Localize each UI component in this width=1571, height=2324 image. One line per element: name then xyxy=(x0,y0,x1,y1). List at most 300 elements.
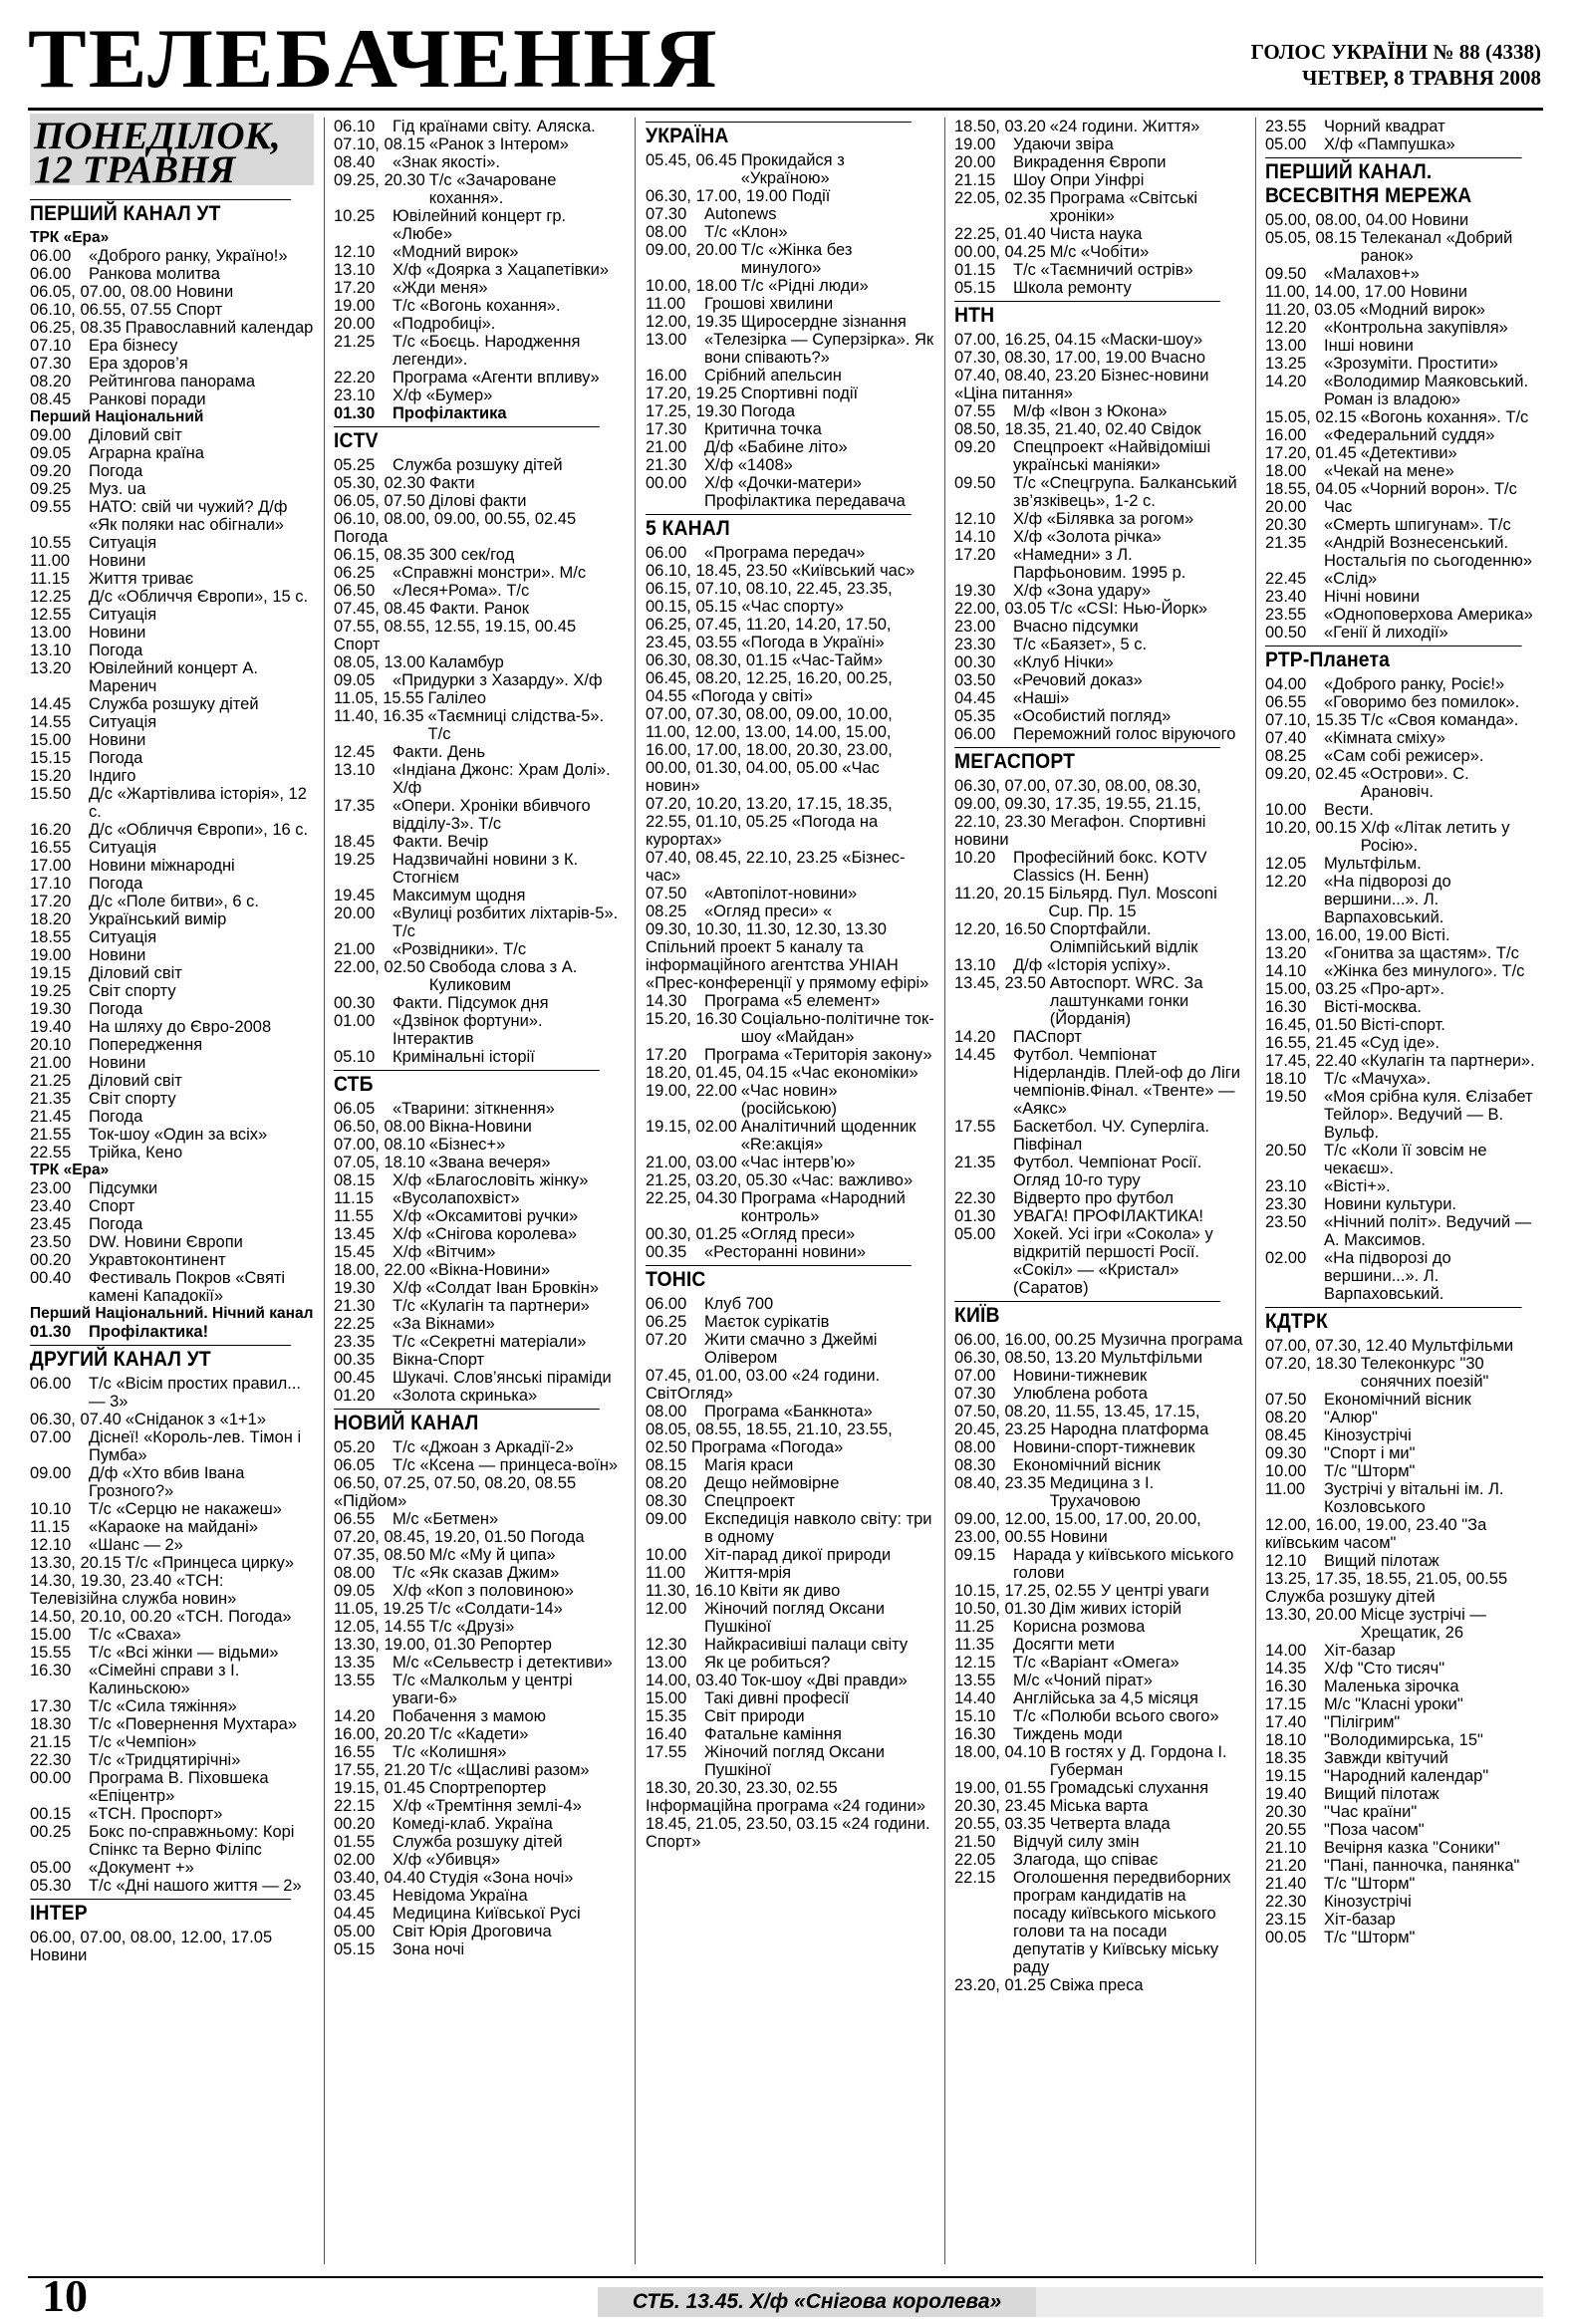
listing-entry xyxy=(646,313,934,331)
listing-entry xyxy=(954,1367,1243,1385)
listing-program: Спорт xyxy=(334,636,381,653)
listing-entry-line xyxy=(334,510,623,546)
listing-program: Програма «5 елемент» xyxy=(704,992,881,1010)
listing-time: 12.10 xyxy=(30,1536,72,1554)
listing-entry xyxy=(1265,1177,1544,1195)
listing-time: 00.25 xyxy=(30,1823,72,1841)
listing-time: 07.40, 08.45, 22.10, 23.25 xyxy=(646,849,838,867)
listing-time: 06.50 xyxy=(334,582,376,600)
listing-program: Мультфільми xyxy=(1100,1349,1203,1367)
listing-program: «Київський час» xyxy=(791,562,916,580)
listing-entry xyxy=(334,1189,623,1207)
listing-entry xyxy=(30,1018,314,1036)
listing-time: 03.45 xyxy=(334,1887,376,1905)
listing-entry-line xyxy=(954,1331,1242,1349)
listing-entry xyxy=(954,1118,1243,1154)
listing-program: Попередження xyxy=(89,1036,203,1054)
listing-time: 05.30, 02.30 xyxy=(334,474,425,492)
listing-program: Вікна-Новини xyxy=(428,1118,532,1136)
listing-program: Х/ф «Благословіть жінку» xyxy=(393,1171,589,1189)
column-divider xyxy=(324,118,325,2264)
footer-tail-bar xyxy=(1036,2287,1543,2317)
listing-program: Діловий світ xyxy=(89,964,182,982)
listing-program: Новини xyxy=(89,624,146,642)
listing-program: Галілео xyxy=(427,689,486,707)
listing-time: 09.00 xyxy=(30,426,72,444)
listing-time: 12.20 xyxy=(1265,873,1307,891)
listing-time: 19.15 xyxy=(30,964,72,982)
listing-time: 11.00 xyxy=(1265,1480,1306,1498)
listing-entry xyxy=(954,261,1243,279)
listing-program: Ситуація xyxy=(89,606,157,624)
listing-time: 17.40 xyxy=(1265,1713,1307,1731)
listing-entry xyxy=(30,910,314,928)
listing-program: Х/ф «Снігова королева» xyxy=(393,1225,578,1243)
listing-program: Спортрепортер xyxy=(428,1779,547,1797)
listing-time: 20.00 xyxy=(334,904,376,922)
listing-program: «Про-арт». xyxy=(1360,980,1444,998)
listing-entry xyxy=(334,153,623,171)
listing-program: Найкрасивіші палаци світу xyxy=(704,1636,909,1654)
listing-time: 13.10 xyxy=(30,642,72,659)
listing-entry xyxy=(30,498,314,534)
listing-time: 06.30, 08.30, 01.15 xyxy=(646,651,788,669)
listing-time: 09.00, 12.00, 15.00, 17.00, 20.00, 23.00, 00.55 xyxy=(954,1510,1201,1546)
listing-program: «Андрій Вознесенський. Ностальгія по сьогоденню» xyxy=(1324,534,1533,570)
listing-program: Програма «Агенти впливу» xyxy=(393,369,600,387)
listing-time: 08.20 xyxy=(646,1474,687,1492)
listing-entry-line xyxy=(646,1367,934,1403)
listing-time: 14.00 xyxy=(1265,1642,1307,1660)
listing-entry-line xyxy=(30,301,222,319)
listing-time: 12.00 xyxy=(646,1600,687,1618)
listing-entry xyxy=(1265,801,1544,819)
listing-entry xyxy=(954,1385,1243,1403)
listing-entry xyxy=(334,315,623,333)
listing-time: 12.55 xyxy=(30,606,72,624)
masthead-title: ТЕЛЕБАЧЕННЯ xyxy=(28,13,719,107)
listing-program: Х/ф «Убивця» xyxy=(393,1851,501,1869)
listing-time: 21.30 xyxy=(334,1297,376,1315)
listing-entry-line xyxy=(954,777,1243,849)
listing-entry xyxy=(646,992,934,1010)
listing-program: Т/с "Шторм" xyxy=(1324,1875,1416,1893)
listing-program: «Зрозуміти. Простити» xyxy=(1324,355,1498,373)
listing-entry xyxy=(334,1743,623,1761)
listing-time: 11.00, 14.00, 17.00 xyxy=(1265,283,1406,301)
listing-entry xyxy=(954,135,1243,153)
listing-time: 06.30, 07.40 xyxy=(30,1411,122,1428)
listing-entry xyxy=(30,839,314,857)
listing-program: Т/с «Мачуха». xyxy=(1324,1070,1432,1088)
listing-entry xyxy=(1265,980,1544,998)
listing-time: 21.55 xyxy=(30,1126,72,1144)
listing-time: 08.00 xyxy=(954,1438,996,1456)
listing-entry xyxy=(1265,1803,1544,1821)
listing-program: Т/с «Рідні люди» xyxy=(740,277,869,295)
listing-entry xyxy=(1265,1678,1544,1695)
listing-time: 10.25 xyxy=(334,207,376,225)
listing-program: Маєток сурікатів xyxy=(704,1313,830,1331)
listing-entry xyxy=(30,462,314,480)
listing-entry xyxy=(334,904,623,940)
listing-program: «Таємниці слідства-5». Т/с xyxy=(427,707,605,743)
listing-entry xyxy=(954,1349,1243,1367)
listing-entry xyxy=(30,982,314,1000)
listing-entry xyxy=(334,671,623,689)
listing-entry-line xyxy=(646,669,934,705)
listing-entry xyxy=(1265,1875,1544,1893)
listing-time: 07.20, 18.30 xyxy=(1265,1355,1357,1373)
listing-time: 08.25 xyxy=(646,903,687,920)
listing-time: 23.20, 01.25 xyxy=(954,1976,1046,1994)
listing-program: Т/с «Спецгрупа. Балканський зв’язківець», 1-2 с. xyxy=(1013,474,1237,510)
listing-time: 18.20 xyxy=(30,910,72,928)
listing-entry xyxy=(954,1600,1243,1618)
listing-program: Грошові хвилини xyxy=(704,295,834,313)
listing-entry xyxy=(954,189,1243,225)
listing-time: 07.50 xyxy=(1265,1391,1307,1409)
column-divider xyxy=(944,118,945,2264)
listing-entry xyxy=(954,1189,1243,1207)
listing-entry xyxy=(1265,1857,1544,1875)
listing-program: Т/с «Секретні матеріали» xyxy=(393,1333,587,1351)
listing-entry xyxy=(334,1207,623,1225)
listing-program: Мультфільм. xyxy=(1324,855,1422,873)
listing-entry xyxy=(334,1261,623,1279)
listing-time: 06.10, 06.55, 07.55 xyxy=(30,301,172,319)
listing-entry xyxy=(646,1815,934,1851)
listing-program: «Час новин» xyxy=(646,759,880,795)
listing-time: 18.00 xyxy=(1265,462,1307,480)
listing-entry xyxy=(646,1295,934,1313)
listing-entry xyxy=(646,1743,934,1779)
listing-time: 20.55 xyxy=(1265,1821,1307,1839)
listing-time: 05.00 xyxy=(1265,135,1307,153)
listing-program: «Караоке на майдані» xyxy=(89,1518,259,1536)
listing-time: 06.55 xyxy=(334,1510,376,1528)
listing-time: 15.10 xyxy=(954,1707,996,1725)
listing-entry xyxy=(334,1582,623,1600)
listing-time: 22.55 xyxy=(30,1144,72,1162)
listing-entry xyxy=(1265,1052,1544,1070)
listing-program: Хокей. Усі ігри «Сокола» у відкритій першості Росії. «Сокіл» — «Кристал» (Саратов) xyxy=(1013,1225,1213,1297)
listing-time: 06.25 xyxy=(334,564,376,582)
listing-entry xyxy=(1265,747,1544,765)
listing-program: «Модний вирок» xyxy=(393,243,519,261)
listing-entry xyxy=(1265,1249,1544,1303)
listing-entry xyxy=(954,1207,1243,1225)
listing-program: Новини xyxy=(1411,211,1469,229)
listing-time: 06.00 xyxy=(30,247,72,265)
listing-time: 14.30, 19.30, 23.40 xyxy=(30,1572,172,1590)
listing-entry xyxy=(334,279,623,297)
listing-entry xyxy=(954,225,1243,243)
listing-entry xyxy=(954,1833,1243,1851)
listing-entry xyxy=(30,946,314,964)
listing-entry xyxy=(1265,624,1544,642)
listing-time: 18.55 xyxy=(30,928,72,946)
listing-time: 18.30 xyxy=(30,1715,72,1733)
listing-program: Спортивні події xyxy=(740,385,859,402)
listing-entry xyxy=(646,277,934,295)
listing-entry xyxy=(954,349,1243,367)
listing-program: Четверта влада xyxy=(1049,1815,1171,1833)
listing-entry xyxy=(646,885,934,903)
listing-entry xyxy=(334,887,623,904)
listing-time: 07.00, 08.10 xyxy=(334,1136,425,1154)
listing-program: Т/с «CSI: Нью-Йорк» xyxy=(1049,600,1208,618)
listing-entry xyxy=(334,1315,623,1333)
listing-entry xyxy=(334,797,623,833)
listing-entry xyxy=(646,1456,934,1474)
listing-time: 17.20 xyxy=(954,546,996,564)
listing-program: Вечірня казка "Соники" xyxy=(1324,1839,1500,1857)
listing-entry xyxy=(334,707,623,743)
listing-program: Трійка, Кено xyxy=(89,1144,183,1162)
listing-entry xyxy=(334,689,623,707)
listing-program: Т/с «Чемпіон» xyxy=(89,1733,197,1751)
listing-entry xyxy=(334,1600,623,1618)
listing-entry xyxy=(1265,765,1544,801)
listing-program: «Контрольна закупівля» xyxy=(1324,319,1508,337)
listing-program: Вісті-спорт. xyxy=(1360,1016,1445,1034)
listing-time: 23.50 xyxy=(1265,1213,1307,1231)
listing-time: 06.50, 08.00 xyxy=(334,1118,425,1136)
listing-entry-line xyxy=(646,651,883,669)
listing-time: 13.45 xyxy=(334,1225,376,1243)
listing-program: Зустрічі у вітальні ім. Л. Козловського xyxy=(1324,1480,1504,1516)
listing-time: 20.00 xyxy=(334,315,376,333)
channel-heading: ПЕРШИЙ КАНАЛ УТ xyxy=(30,199,291,226)
listing-time: 16.55 xyxy=(334,1743,376,1761)
listing-time: 00.30, 01.25 xyxy=(646,1225,737,1243)
listing-program: «Детективи» xyxy=(1360,444,1457,462)
channel-subheading: Перший Національний. Нічний канал xyxy=(30,1305,314,1322)
listing-program: Т/с «Солдати-14» xyxy=(427,1600,563,1618)
listing-program: М/с «Чоний пірат» xyxy=(1013,1672,1153,1689)
listing-program: Хіт-парад дикої природи xyxy=(704,1546,892,1564)
listing-entry xyxy=(1265,1195,1544,1213)
column-4 xyxy=(954,118,1243,2264)
listing-time: 07.00, 07.30, 08.00, 09.00, 10.00, 11.00, 12.00, 13.00, 14.00, 15.00, 16.00, 17.00, 18.00, 20.30, 23.00, 00.00, 01.30, 04.00, 05.00 xyxy=(646,705,893,777)
column-1 xyxy=(30,195,314,2264)
listing-entry xyxy=(334,1279,623,1297)
listing-program: Ситуація xyxy=(89,534,157,552)
listing-time: 22.00, 02.50 xyxy=(334,958,425,976)
listing-time: 09.00, 20.00 xyxy=(646,241,737,259)
listing-program: Гід країнами світу. Аляска. xyxy=(393,118,596,135)
listing-program: Т/с «Повернення Мухтара» xyxy=(89,1715,297,1733)
listing-time: 21.00 xyxy=(30,1054,72,1072)
listing-entry xyxy=(334,1887,623,1905)
listing-entry xyxy=(30,1697,314,1715)
listing-program: «Леся+Рома». Т/с xyxy=(393,582,530,600)
listing-entry xyxy=(30,426,314,444)
listing-entry xyxy=(30,1215,314,1233)
listing-entry xyxy=(1265,1695,1544,1713)
listing-program: Рейтингова панорама xyxy=(89,373,256,390)
listing-program: Вчасно підсумки xyxy=(1013,618,1139,636)
listing-entry xyxy=(30,1536,314,1554)
listing-program: Ера здоров’я xyxy=(89,355,188,373)
listing-time: 05.10 xyxy=(334,1048,376,1066)
listing-time: 15.15 xyxy=(30,749,72,767)
listing-time: 00.00 xyxy=(646,474,687,492)
listing-time: 20.30, 23.45 xyxy=(954,1797,1046,1815)
listing-entry xyxy=(334,1118,623,1136)
listing-program: Новини xyxy=(89,1054,146,1072)
listing-entry xyxy=(1265,265,1544,283)
listing-time: 13.30, 20.15 xyxy=(30,1554,122,1572)
listing-program: Х/ф «Білявка за рогом» xyxy=(1013,510,1194,528)
listing-entry xyxy=(1265,1426,1544,1444)
listing-time: 20.00 xyxy=(954,153,996,171)
listing-program: Футбол. Чемпіонат Росії. Огляд 10-го туру xyxy=(1013,1154,1202,1189)
listing-entry xyxy=(1265,729,1544,747)
listing-entry xyxy=(30,1554,314,1572)
listing-program: «Моя срібна куля. Єлізабет Тейлор». Ведучий — В. Вульф. xyxy=(1324,1088,1533,1142)
listing-time: 05.35 xyxy=(954,707,996,725)
listing-entry xyxy=(954,1797,1243,1815)
listing-time: 08.05, 08.55, 18.55, 21.10, 23.55, 02.50 xyxy=(646,1420,893,1456)
listing-time: 15.00, 03.25 xyxy=(1265,980,1357,998)
listing-program: «Час: важливо» xyxy=(791,1171,914,1189)
day-heading-line2: 12 ТРАВНЯ xyxy=(34,148,236,191)
listing-program: Дещо неймовірне xyxy=(704,1474,840,1492)
listing-program: «Розвідники». Т/с xyxy=(393,940,527,958)
listing-entry xyxy=(646,1064,934,1082)
listing-time: 16.45, 01.50 xyxy=(1265,1016,1357,1034)
listing-entry xyxy=(646,1189,934,1225)
listing-time: 18.50, 03.20 xyxy=(954,118,1046,135)
listing-time: 13.55 xyxy=(954,1672,996,1689)
listing-program: Д/с «Поле битви», 6 с. xyxy=(89,893,259,910)
listing-program: Комеді-клаб. Україна xyxy=(393,1815,553,1833)
listing-time: 07.35, 08.50 xyxy=(334,1546,425,1564)
listing-program: «24 години. Життя» xyxy=(1049,118,1200,135)
listing-time: 06.10, 08.00, 09.00, 00.55, 02.45 xyxy=(334,510,577,528)
listing-entry-line xyxy=(334,1474,623,1510)
listing-program: Кінозустрічі xyxy=(1324,1893,1412,1911)
listing-entry xyxy=(954,438,1243,474)
listing-entry xyxy=(30,588,314,606)
listing-program: Т/с «Джоан з Аркадії-2» xyxy=(393,1438,574,1456)
listing-time: 00.15 xyxy=(30,1805,72,1823)
listing-entry xyxy=(1265,1893,1544,1911)
listing-program: Служба розшуку дітей xyxy=(1265,1588,1436,1606)
listing-entry xyxy=(646,1707,934,1725)
listing-program: В гостях у Д. Гордона І. Губерман xyxy=(1049,1743,1227,1779)
listing-program: Новини xyxy=(30,1946,88,1964)
listing-entry xyxy=(1265,1034,1544,1052)
listing-time: 17.30 xyxy=(30,1697,72,1715)
listing-program: Бокс по-справжньому: Корі Спінкс та Верно Філіпс xyxy=(89,1823,295,1859)
listing-program: Служба розшуку дітей xyxy=(89,695,259,713)
listing-entry xyxy=(1265,1839,1544,1857)
column-3 xyxy=(646,118,934,2264)
listing-program: Новини xyxy=(175,283,234,301)
listing-time: 07.40, 08.40, 23.20 xyxy=(954,367,1097,385)
listing-entry xyxy=(954,1689,1243,1707)
listing-entry xyxy=(30,444,314,462)
listing-time: 11.35 xyxy=(954,1636,995,1654)
listing-program: Хіт-базар xyxy=(1324,1642,1396,1660)
listing-entry xyxy=(1265,998,1544,1016)
channel-subheading: ТРК «Ера» xyxy=(30,1162,110,1178)
listing-time: 20.00 xyxy=(1265,498,1307,516)
listing-entry xyxy=(646,1046,934,1064)
listing-time: 14.20 xyxy=(334,1707,376,1725)
listing-time: 13.00 xyxy=(646,1654,687,1672)
listing-time: 01.20 xyxy=(334,1387,376,1405)
listing-program: Економічний вісник xyxy=(1013,1456,1161,1474)
listing-program: Х/ф "Сто тисяч" xyxy=(1324,1660,1445,1678)
listing-entry xyxy=(30,821,314,839)
listing-entry xyxy=(954,777,1243,849)
listing-program: DW. Новини Європи xyxy=(89,1233,243,1251)
listing-time: 01.30 xyxy=(954,1207,996,1225)
listing-program: Факти xyxy=(428,474,475,492)
listing-program: "Володимирська, 15" xyxy=(1324,1731,1483,1749)
listing-program: Діловий світ xyxy=(89,426,182,444)
listing-program: Міська варта xyxy=(1049,1797,1149,1815)
listing-program: Погода xyxy=(89,875,143,893)
listing-program: Д/с «Обличчя Європи», 16 с. xyxy=(89,821,309,839)
listing-entry xyxy=(954,118,1243,135)
listing-entry xyxy=(334,1672,623,1707)
listing-entry-line xyxy=(646,580,934,616)
listing-entry-line xyxy=(954,1582,1209,1600)
listing-time: 22.15 xyxy=(334,1797,376,1815)
listing-entry-line xyxy=(646,1064,918,1082)
listing-entry-line xyxy=(1265,283,1467,301)
listing-program: Час xyxy=(1324,498,1353,516)
listing-time: 10.50, 01.30 xyxy=(954,1600,1046,1618)
listing-time: 11.20, 03.05 xyxy=(1265,301,1356,319)
listing-time: 00.50 xyxy=(1265,624,1307,642)
listing-entry xyxy=(646,1243,934,1261)
listing-time: 11.05, 19.25 xyxy=(334,1600,424,1618)
listing-time: 17.35 xyxy=(334,797,376,815)
listing-program: «Модний вирок» xyxy=(1359,301,1485,319)
listing-time: 21.25 xyxy=(30,1072,72,1090)
listing-program: «Чекай на мене» xyxy=(1324,462,1454,480)
listing-entry-line xyxy=(1265,1516,1544,1552)
listing-entry xyxy=(30,731,314,749)
listing-program: «Дзвінок фортуни». Інтерактив xyxy=(393,1012,543,1048)
listing-time: 08.40, 23.35 xyxy=(954,1474,1046,1492)
listing-entry-line xyxy=(1265,1570,1544,1606)
listing-entry xyxy=(646,1492,934,1510)
listing-entry xyxy=(334,958,623,994)
listing-time: 16.20 xyxy=(30,821,72,839)
listing-program: «Федеральний суддя» xyxy=(1324,426,1495,444)
listing-entry xyxy=(1265,570,1544,588)
listing-entry xyxy=(1265,1606,1544,1642)
listing-entry xyxy=(30,713,314,731)
listing-time: 17.20 xyxy=(334,279,376,297)
listing-entry xyxy=(646,205,934,223)
listing-program: У центрі уваги xyxy=(1100,1582,1209,1600)
listing-time: 05.05, 08.15 xyxy=(1265,229,1357,247)
listing-program: «Нічний політ». Ведучий — А. Максимов. xyxy=(1324,1213,1532,1249)
listing-program: Ділові факти xyxy=(428,492,527,510)
listing-time: 11.05, 15.55 xyxy=(334,689,424,707)
listing-program: «Час економіки» xyxy=(791,1064,918,1082)
listing-time: 13.30, 19.00, 01.30 xyxy=(334,1636,476,1654)
listing-time: 17.20, 19.25 xyxy=(646,385,737,402)
